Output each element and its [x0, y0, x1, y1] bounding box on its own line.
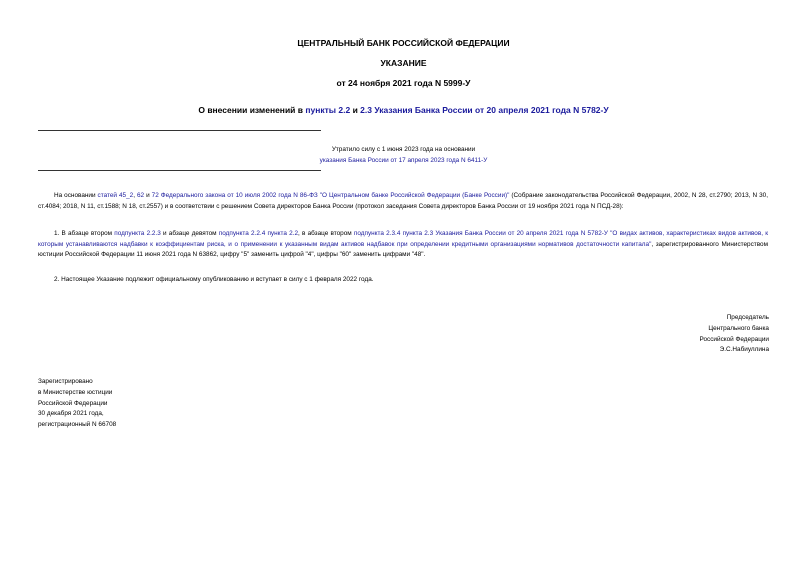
item-1-paragraph: 1. В абзаце втором подпункта 2.2.3 и абзаце девятом подпункта 2.2.4 пункта 2.2, в абзаце втором подпункта 2.3.4 пункта 2.3 Указания Банка России от 20 апреля 2021 года N 5782-У "О видах активов, характеристиках видов активов, к которым устанавливаются надбавки к коэффициентам риска, и о применении к указанным видам активов надбавок при определении кредитными организациями нормативов достаточности капитала", зарегистрированного Министерством юстиции Российской Федерации 11 июня 2021 года N 63862, цифру "5" заменить цифрой "4", цифры "60" заменить цифрами "48". — [38, 230, 769, 259]
title-prefix: О внесении изменений в — [198, 105, 306, 115]
registration-line: Зарегистрировано — [38, 378, 93, 385]
signature-block — [569, 313, 769, 356]
link-article-62[interactable]: 62 — [136, 192, 145, 199]
repeal-note-text: Утратило силу с 1 июня 2023 года на основании — [331, 146, 476, 153]
preamble-paragraph: На основании статей 45_2, 62 и 72 Федерального закона от 10 июля 2002 года N 86-ФЗ "О Центральном банке Российской Федерации (Банке России)" (Собрание законодательства Российской Федерации, 2002, N 28, ст.2790; 2013, N 30, ст.4084; 2018, N 11, ст.1588; N 18, ст.2557) и в соответствии с решением Совета директоров Банка России (протокол заседания Совета директоров Банка России от 19 ноября 2021 года N ПСД-28): — [38, 192, 768, 210]
document-date-number: от 24 ноября 2021 года N 5999-У — [336, 78, 471, 88]
registration-number: регистрационный N 66708 — [38, 421, 117, 429]
signature-line: Российской Федерации — [699, 335, 769, 343]
registration-line: Российской Федерации — [38, 399, 108, 407]
link-subpoint-2-2-4[interactable]: подпункта 2.2.4 пункта 2.2 — [218, 230, 299, 237]
signature-line: Председатель — [726, 314, 769, 321]
divider-top — [38, 130, 321, 131]
title-link-points-2-2[interactable]: пункты 2.2 — [305, 105, 351, 115]
signature-line: Центрального банка — [708, 324, 769, 332]
link-subpoint-2-2-3[interactable]: подпункта 2.2.3 — [114, 230, 161, 237]
title-link-ordinance-5782[interactable]: 2.3 Указания Банка России от 20 апреля 2021 года N 5782-У — [360, 105, 609, 115]
link-article-45-2[interactable]: статей 45_2 — [97, 192, 134, 199]
org-name: ЦЕНТРАЛЬНЫЙ БАНК РОССИЙСКОЙ ФЕДЕРАЦИИ — [297, 38, 510, 48]
item-2-paragraph: 2. Настоящее Указание подлежит официальному опубликованию и вступает в силу с 1 февраля 2022 года. — [54, 276, 374, 283]
signatory-name: Э.С.Набиуллина — [719, 346, 769, 354]
link-subpoint-2-3-4[interactable]: подпункта 2.3.4 пункта 2.3 Указания Банка России от 20 апреля 2021 года N 5782-У "О видах активов, характеристиках видов активов, к которым устанавливаются надбавки к коэффициентам риска, и о применении к указанным видам активов надбавок при определении кредитными организациями нормативов достаточности капитала" — [38, 230, 769, 248]
link-federal-law-86[interactable]: 72 Федерального закона от 10 июля 2002 года N 86-ФЗ "О Центральном банке Российской Федерации (Банке России)" — [151, 192, 510, 199]
divider-bottom — [38, 170, 321, 171]
registration-block — [38, 377, 238, 431]
title-and: и — [350, 105, 361, 115]
repeal-note-link[interactable]: указания Банка России от 17 апреля 2023 года N 6411-У — [319, 157, 488, 164]
repeal-note — [300, 144, 507, 166]
registration-line: в Министерстве юстиции — [38, 388, 113, 396]
document-title — [0, 105, 807, 115]
document-type: УКАЗАНИЕ — [380, 58, 427, 68]
registration-date: 30 декабря 2021 года, — [38, 410, 104, 418]
